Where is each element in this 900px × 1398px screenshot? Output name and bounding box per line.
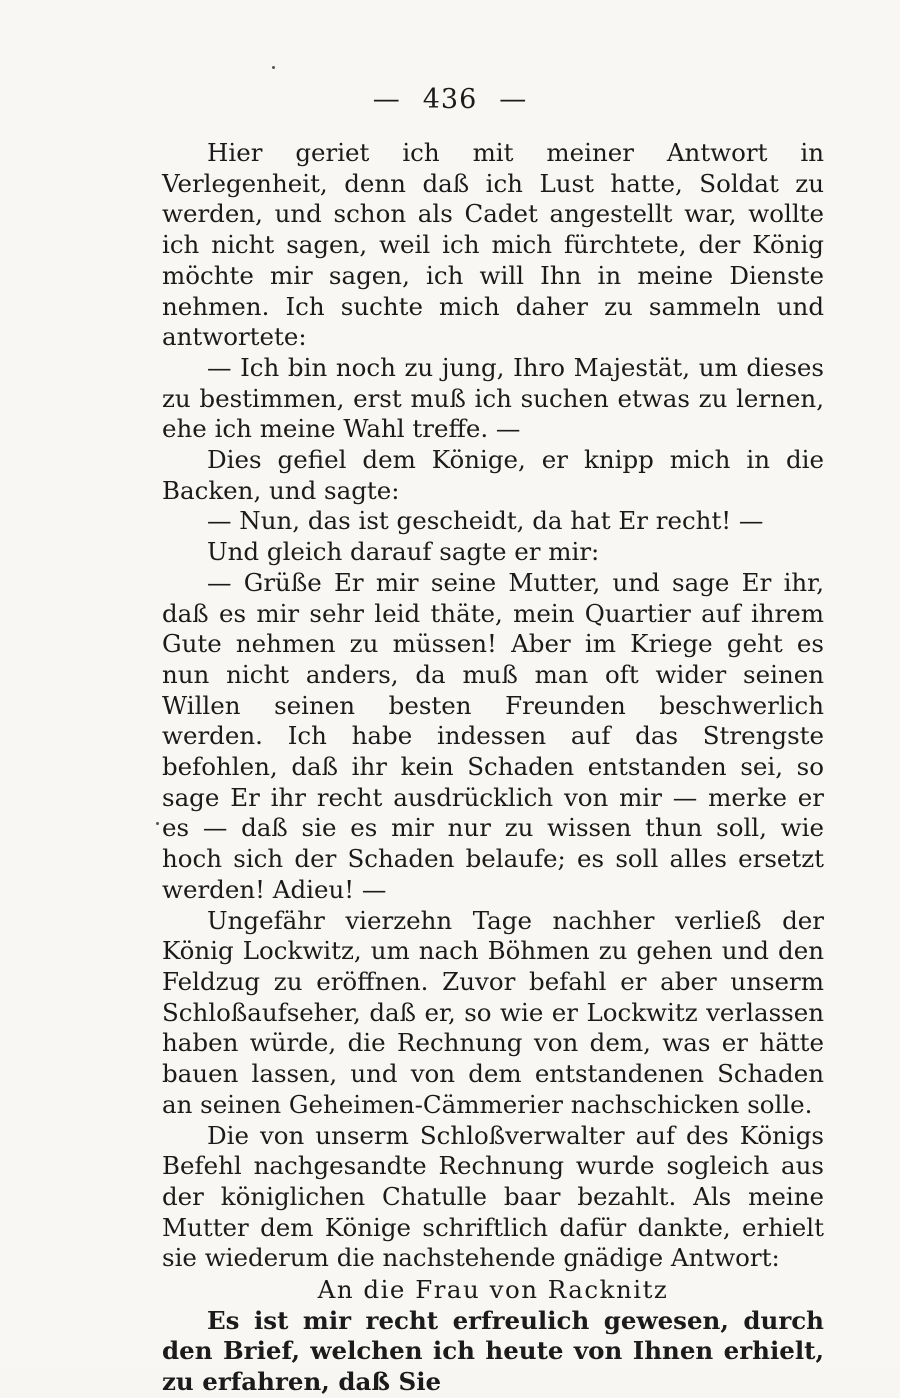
header-dash-left: — [372,84,401,115]
page-header [0,84,900,115]
body-text [162,138,824,1398]
paragraph: Und gleich darauf sagte er mir: [207,537,600,567]
paragraph: Ungefähr vierzehn Tage nachher verließ der König Lockwitz, um nach Böhmen zu gehen und den Feldzug zu eröffnen. Zuvor befahl er aber unserm Schloßaufseher, daß er, so wie er Lockwitz verlassen haben würde, die Rechnung von dem, was er hätte bauen lassen, und von dem entstandenen Schaden an seinen Geheimen-Cämmerier nachschicken solle. [162,905,824,1119]
letter-text: Es ist mir recht erfreulich gewesen, durch den Brief, welchen ich heute von Ihnen erhielt, zu erfahren, daß Sie [162,1305,824,1397]
header-dash-right: — [499,84,528,115]
paper-speck [156,822,159,825]
paragraph: Hier geriet ich mit meiner Antwort in Verlegenheit, denn daß ich Lust hatte, Soldat zu werden, und schon als Cadet angestellt war, wollte ich nicht sagen, weil ich mich fürchtete, der König möchte mir sagen, ich will Ihn in meine Dienste nehmen. Ich suchte mich daher zu sammeln und antwortete: [162,138,824,352]
paper-speck [272,66,275,69]
paragraph: — Nun, das ist gescheidt, da hat Er recht! — [207,506,764,536]
paragraph: — Ich bin noch zu jung, Ihro Majestät, um dieses zu bestimmen, erst muß ich suchen etwas zu lernen, ehe ich meine Wahl treffe. — [162,352,824,444]
paragraph: — Grüße Er mir seine Mutter, und sage Er ihr, daß es mir sehr leid thäte, mein Quartier auf ihrem Gute nehmen zu müssen! Aber im Kriege geht es nun nicht anders, da muß man oft wider seinen Willen seinen besten Freunden beschwerlich werden. Ich habe indessen auf das Strengste befohlen, daß ihr kein Schaden entstanden sei, so sage Er ihr recht ausdrücklich von mir — merke er es — daß sie es mir nur zu wissen thun soll, wie hoch sich der Schaden belaufe; es soll alles ersetzt werden! Adieu! — [162,567,824,904]
paragraph: Dies gefiel dem Könige, er knipp mich in die Backen, und sagte: [162,445,824,505]
page-number: 436 [422,84,478,115]
letter-salutation: An die Frau von Racknitz [317,1275,669,1305]
paragraph: Die von unserm Schloßverwalter auf des Königs Befehl nachgesandte Rechnung wurde sogleich aus der königlichen Chatulle baar bezahlt. Als meine Mutter dem Könige schriftlich dafür dankte, erhielt sie wiederum die nachstehende gnädige Antwort: [162,1120,824,1273]
